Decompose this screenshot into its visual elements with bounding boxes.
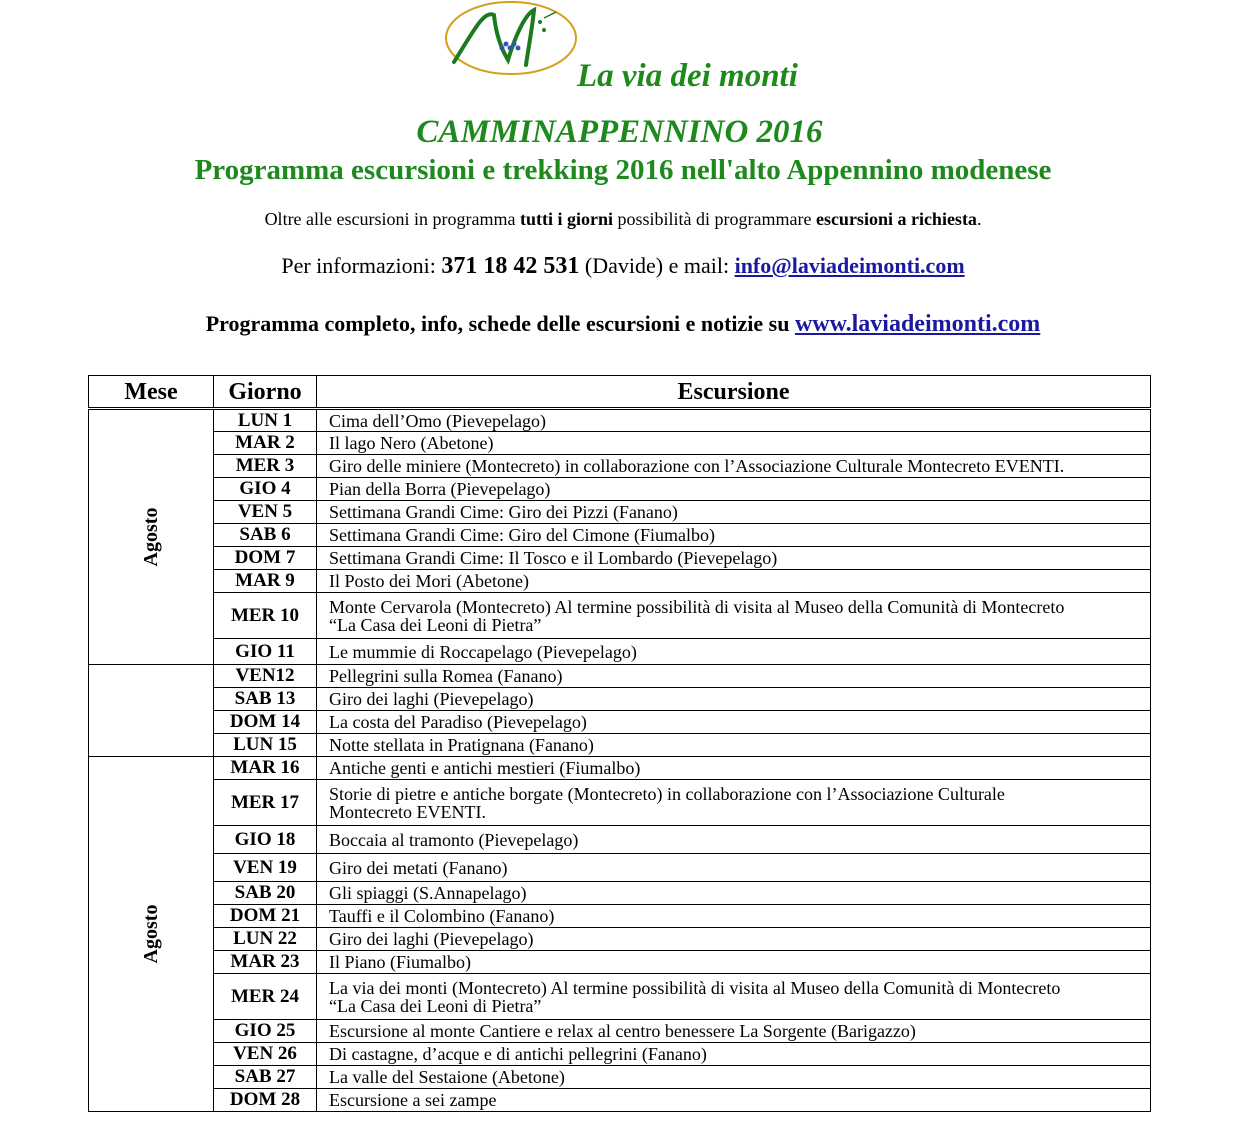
excursion-text: Pellegrini sulla Romea (Fanano) <box>329 666 563 686</box>
month-label: Agosto <box>140 904 162 964</box>
table-row <box>89 734 1151 757</box>
excursion-text-line2: “La Casa dei Leoni di Pietra” <box>329 995 542 1016</box>
day-cell: MER 10 <box>214 593 317 639</box>
excursion-cell <box>317 854 1151 882</box>
excursion-text: Giro dei laghi (Pievepelago) <box>329 689 534 709</box>
table-row <box>89 688 1151 711</box>
phone-number: 371 18 42 531 <box>441 253 580 279</box>
day-cell: GIO 18 <box>214 826 317 854</box>
intro-part: possibilità di programmare <box>612 209 816 229</box>
day-cell: DOM 7 <box>214 547 317 570</box>
table-row <box>89 524 1151 547</box>
table-row <box>89 665 1151 688</box>
excursion-cell <box>317 780 1151 826</box>
table-row <box>89 757 1151 780</box>
contact-text: (Davide) e mail: <box>579 253 735 278</box>
excursion-text: Notte stellata in Pratignana (Fanano) <box>329 735 594 755</box>
excursion-cell <box>317 1066 1151 1089</box>
excursion-cell <box>317 928 1151 951</box>
day-cell: MAR 2 <box>214 432 317 455</box>
table-row <box>89 882 1151 905</box>
brand-logo <box>444 0 578 78</box>
intro-text <box>0 209 1239 230</box>
table-row <box>89 570 1151 593</box>
day-cell: MER 24 <box>214 974 317 1020</box>
table-row <box>89 905 1151 928</box>
excursion-cell <box>317 593 1151 639</box>
excursion-cell <box>317 432 1151 455</box>
day-cell: MER 3 <box>214 455 317 478</box>
intro-part: Oltre alle escursioni in programma <box>264 209 520 229</box>
excursion-text: Pian della Borra (Pievepelago) <box>329 479 551 499</box>
intro-bold: escursioni a richiesta <box>815 209 977 229</box>
table-row <box>89 432 1151 455</box>
excursion-text: Il Piano (Fiumalbo) <box>329 952 471 972</box>
excursion-cell <box>317 639 1151 665</box>
table-row <box>89 639 1151 665</box>
page-subtitle: Programma escursioni e trekking 2016 nell'alto Appennino modenese <box>194 154 1052 186</box>
day-cell: GIO 4 <box>214 478 317 501</box>
table-row <box>89 593 1151 639</box>
contact-info <box>0 253 1239 280</box>
day-cell: MAR 9 <box>214 570 317 593</box>
excursion-cell <box>317 826 1151 854</box>
day-cell: LUN 22 <box>214 928 317 951</box>
excursion-text-line2: “La Casa dei Leoni di Pietra” <box>329 614 542 635</box>
day-cell: SAB 13 <box>214 688 317 711</box>
day-cell: LUN 1 <box>214 409 317 432</box>
table-row <box>89 711 1151 734</box>
table-row <box>89 1066 1151 1089</box>
email-link[interactable]: info@laviadeimonti.com <box>734 253 965 278</box>
table-row <box>89 854 1151 882</box>
mountain-logo-icon <box>444 0 578 78</box>
excursion-cell <box>317 757 1151 780</box>
table-row <box>89 1043 1151 1066</box>
excursion-cell <box>317 665 1151 688</box>
excursion-text: Cima dell’Omo (Pievepelago) <box>329 410 546 431</box>
header-giorno: Giorno <box>214 376 317 409</box>
day-cell: LUN 15 <box>214 734 317 757</box>
excursion-text: La costa del Paradiso (Pievepelago) <box>329 712 587 732</box>
month-label: Agosto <box>140 507 162 567</box>
excursion-cell <box>317 478 1151 501</box>
day-cell: SAB 27 <box>214 1066 317 1089</box>
day-cell: VEN 19 <box>214 854 317 882</box>
excursion-text: Settimana Grandi Cime: Il Tosco e il Lombardo (Pievepelago) <box>329 548 778 568</box>
excursion-text: La valle del Sestaione (Abetone) <box>329 1067 565 1087</box>
website-link[interactable]: www.laviadeimonti.com <box>794 311 1041 337</box>
day-cell: SAB 20 <box>214 882 317 905</box>
excursion-text: Il Posto dei Mori (Abetone) <box>329 571 529 591</box>
excursion-cell <box>317 734 1151 757</box>
month-cell <box>89 757 214 1112</box>
excursion-text: Antiche genti e antichi mestieri (Fiumalbo) <box>329 758 641 778</box>
excursion-text: Di castagne, d’acque e di antichi pellegrini (Fanano) <box>329 1044 707 1064</box>
table-row <box>89 409 1151 432</box>
table-row <box>89 780 1151 826</box>
excursion-text: Settimana Grandi Cime: Giro dei Pizzi (Fanano) <box>329 502 678 522</box>
brand-name: La via dei monti <box>577 58 798 94</box>
excursion-cell <box>317 547 1151 570</box>
excursion-cell <box>317 711 1151 734</box>
intro-part: . <box>976 209 982 229</box>
excursion-text: Giro delle miniere (Montecreto) in collaborazione con l’Associazione Culturale Montecreto EVENTI. <box>329 456 1065 476</box>
table-row <box>89 501 1151 524</box>
program-info <box>0 311 1239 338</box>
table-row <box>89 455 1151 478</box>
day-cell: DOM 21 <box>214 905 317 928</box>
header-mese: Mese <box>89 376 214 409</box>
excursion-cell <box>317 951 1151 974</box>
table-header-row <box>89 376 1151 409</box>
schedule-table <box>88 375 1151 1112</box>
day-cell: MER 17 <box>214 780 317 826</box>
table-row <box>89 547 1151 570</box>
month-cell <box>89 409 214 665</box>
excursion-text: Il lago Nero (Abetone) <box>329 433 494 453</box>
excursion-text: Giro dei laghi (Pievepelago) <box>329 929 534 949</box>
table-row <box>89 974 1151 1020</box>
excursion-text: Storie di pietre e antiche borgate (Montecreto) in collaborazione con l’Associazione Culturale <box>329 783 1005 804</box>
excursion-cell <box>317 688 1151 711</box>
day-cell: DOM 14 <box>214 711 317 734</box>
excursion-text: Escursione a sei zampe <box>329 1090 497 1110</box>
table-row <box>89 928 1151 951</box>
excursion-text: Monte Cervarola (Montecreto) Al termine possibilità di visita al Museo della Comunità di Montecreto <box>329 596 1065 617</box>
excursion-cell <box>317 455 1151 478</box>
day-cell: GIO 25 <box>214 1020 317 1043</box>
excursion-cell <box>317 1043 1151 1066</box>
day-cell: SAB 6 <box>214 524 317 547</box>
excursion-text: Giro dei metati (Fanano) <box>329 857 508 878</box>
table-row <box>89 1020 1151 1043</box>
excursion-cell <box>317 570 1151 593</box>
table-row <box>89 478 1151 501</box>
program-text: Programma completo, info, schede delle escursioni e notizie su <box>205 311 795 336</box>
excursion-cell <box>317 974 1151 1020</box>
table-row <box>89 826 1151 854</box>
excursion-cell <box>317 1089 1151 1112</box>
excursion-cell <box>317 409 1151 432</box>
excursion-text: Gli spiaggi (S.Annapelago) <box>329 883 527 903</box>
excursion-text: Settimana Grandi Cime: Giro del Cimone (Fiumalbo) <box>329 525 715 545</box>
info-label: Per informazioni: <box>281 253 442 278</box>
day-cell: VEN12 <box>214 665 317 688</box>
header-escursione: Escursione <box>317 376 1151 409</box>
schedule-body <box>89 409 1151 1112</box>
excursion-text: La via dei monti (Montecreto) Al termine possibilità di visita al Museo della Comunità di Montecreto <box>329 977 1061 998</box>
excursion-cell <box>317 501 1151 524</box>
excursion-text: Escursione al monte Cantiere e relax al centro benessere La Sorgente (Barigazzo) <box>329 1021 916 1041</box>
excursion-text: Boccaia al tramonto (Pievepelago) <box>329 829 579 850</box>
intro-bold: tutti i giorni <box>519 209 613 229</box>
table-row <box>89 1089 1151 1112</box>
page-title: CAMMINAPPENNINO 2016 <box>416 114 823 150</box>
excursion-cell <box>317 882 1151 905</box>
day-cell: DOM 28 <box>214 1089 317 1112</box>
day-cell: MAR 16 <box>214 757 317 780</box>
excursion-cell <box>317 905 1151 928</box>
day-cell: MAR 23 <box>214 951 317 974</box>
day-cell: GIO 11 <box>214 639 317 665</box>
excursion-text: Le mummie di Roccapelago (Pievepelago) <box>329 641 637 662</box>
excursion-cell <box>317 1020 1151 1043</box>
excursion-text-line2: Montecreto EVENTI. <box>329 801 486 822</box>
table-row <box>89 951 1151 974</box>
month-cell <box>89 665 214 757</box>
excursion-cell <box>317 524 1151 547</box>
day-cell: VEN 5 <box>214 501 317 524</box>
day-cell: VEN 26 <box>214 1043 317 1066</box>
excursion-text: Tauffi e il Colombino (Fanano) <box>329 906 555 926</box>
